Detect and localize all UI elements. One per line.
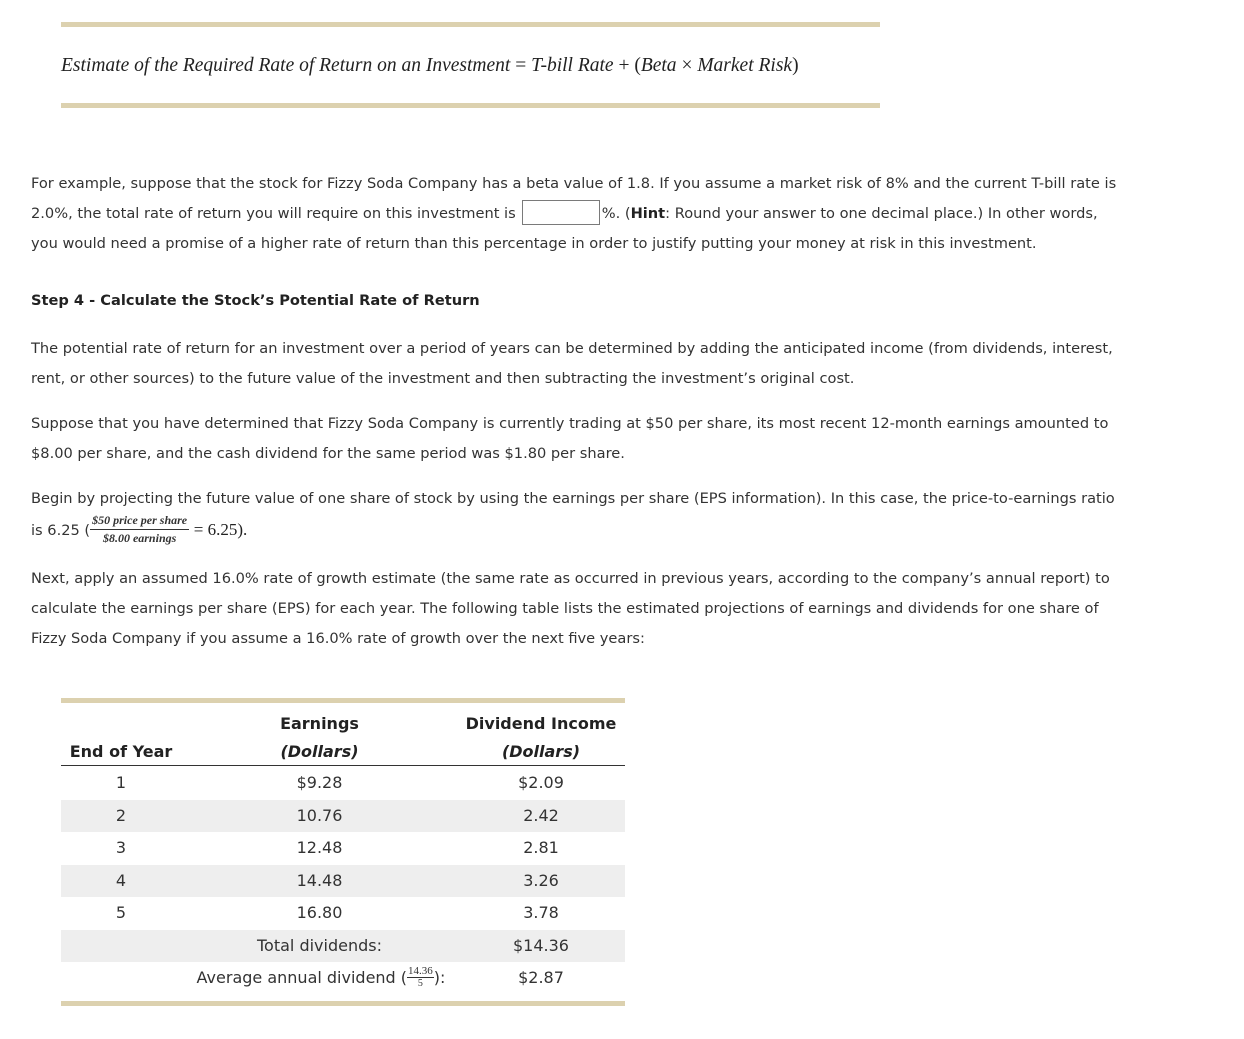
row-dividend: 2.81	[523, 838, 559, 857]
col-earnings-sub: (Dollars)	[280, 742, 359, 761]
example-line2	[31, 199, 1171, 229]
formula-bottom-rule	[61, 103, 880, 108]
formula	[61, 55, 880, 77]
rate-of-return-input[interactable]	[522, 200, 600, 225]
table-top-rule	[61, 698, 625, 703]
step4-para4-line3: Fizzy Soda Company if you assume a 16.0% rate of growth over the next five years:	[31, 630, 645, 647]
row-year: 1	[115, 773, 127, 792]
pe-fraction	[90, 513, 189, 546]
step4-para2-line1: Suppose that you have determined that Fizzy Soda Company is currently trading at $50 per share, its most recent 12-month earnings amounted to	[31, 415, 1109, 432]
col-year-header: End of Year	[69, 742, 173, 761]
table-row	[61, 800, 625, 832]
row-earnings: 14.48	[296, 871, 343, 890]
step4-para1-line1: The potential rate of return for an investment over a period of years can be determined by adding the anticipated income (from dividends, interest,	[31, 340, 1113, 357]
row-dividend: 3.78	[523, 903, 559, 922]
row-dividend: $2.09	[518, 773, 564, 792]
example-line2-text: 2.0%, the total rate of return you will require on this investment is	[31, 205, 516, 222]
formula-market: Market Risk	[697, 55, 793, 76]
step4-heading: Step 4 - Calculate the Stock’s Potential Rate of Return	[31, 292, 480, 309]
total-row	[61, 930, 625, 962]
total-value: $14.36	[513, 936, 569, 955]
average-numerator: 14.36	[408, 965, 433, 977]
example-line1: For example, suppose that the stock for Fizzy Soda Company has a beta value of 1.8. If you assume a market risk of 8% and the current T-bill rate is	[31, 175, 1117, 192]
row-dividend: 2.42	[523, 806, 559, 825]
col-dividend-sub: (Dollars)	[501, 742, 581, 761]
pe-denominator: $8.00 earnings	[102, 530, 177, 545]
pe-ratio-line	[31, 514, 1171, 548]
table-row	[61, 832, 625, 864]
step4-para1-line2: rent, or other sources) to the future value of the investment and then subtracting the investment’s original cost.	[31, 370, 855, 387]
pe-prefix: is 6.25 (	[31, 522, 91, 539]
average-row	[61, 962, 625, 994]
formula-plus: +	[618, 55, 630, 76]
row-dividend: 3.26	[523, 871, 559, 890]
average-value: $2.87	[518, 968, 564, 987]
step4-para3	[31, 484, 1171, 548]
average-fraction	[407, 966, 434, 989]
formula-beta: Beta	[640, 55, 677, 76]
step4-para4-line2: calculate the earnings per share (EPS) for each year. The following table lists the estimated projections of earnings and dividends for one share of	[31, 600, 1099, 617]
table-header	[61, 710, 625, 766]
formula-box	[61, 22, 880, 108]
row-earnings: 12.48	[296, 838, 343, 857]
example-line3: you would need a promise of a higher rate of return than this percentage in order to justify putting your money at risk in this investment.	[31, 235, 1037, 252]
example-paragraph	[31, 169, 1171, 259]
average-label	[171, 962, 471, 994]
total-label: Total dividends:	[257, 936, 382, 955]
step4-para2	[31, 409, 1171, 469]
formula-top-rule	[61, 22, 880, 27]
formula-lhs: Estimate of the Required Rate of Return on an Investment	[61, 55, 511, 76]
formula-tbill: T-bill Rate	[531, 55, 614, 76]
formula-equals: =	[515, 55, 527, 76]
pct-paren: %. (	[601, 205, 631, 222]
header-divider	[61, 765, 625, 766]
average-label-text: Average annual dividend (	[196, 968, 408, 987]
average-denominator: 5	[417, 978, 423, 989]
table-bottom-rule	[61, 1001, 625, 1006]
row-earnings: 10.76	[296, 806, 343, 825]
row-year: 5	[115, 903, 127, 922]
pe-result: = 6.25	[193, 520, 238, 539]
hint-label: Hint	[630, 205, 666, 222]
formula-close: )	[792, 55, 799, 76]
col-dividend-header: Dividend Income	[465, 714, 617, 733]
row-year: 2	[115, 806, 127, 825]
row-earnings: $9.28	[296, 773, 343, 792]
pe-numerator: $50 price per share	[90, 513, 189, 530]
row-year: 3	[115, 838, 127, 857]
step4-para3-line1: Begin by projecting the future value of one share of stock by using the earnings per share (EPS information). In this case, the price-to-earnings ratio	[31, 490, 1115, 507]
table-row	[61, 865, 625, 897]
average-suffix: ):	[433, 968, 446, 987]
col-earnings-header: Earnings	[280, 714, 359, 733]
row-year: 4	[115, 871, 127, 890]
formula-open: (	[634, 55, 641, 76]
step4-para2-line2: $8.00 per share, and the cash dividend for the same period was $1.80 per share.	[31, 445, 625, 462]
row-earnings: 16.80	[296, 903, 343, 922]
step4-para1	[31, 334, 1171, 394]
hint-text: : Round your answer to one decimal place.) In other words,	[665, 205, 1098, 222]
step4-para4-line1: Next, apply an assumed 16.0% rate of growth estimate (the same rate as occurred in previous years, according to the company’s annual report) to	[31, 570, 1110, 587]
pe-suffix: ).	[237, 520, 248, 539]
table-row	[61, 897, 625, 929]
step4-para4	[31, 564, 1171, 654]
formula-times: ×	[681, 55, 693, 76]
table-row	[61, 767, 625, 799]
